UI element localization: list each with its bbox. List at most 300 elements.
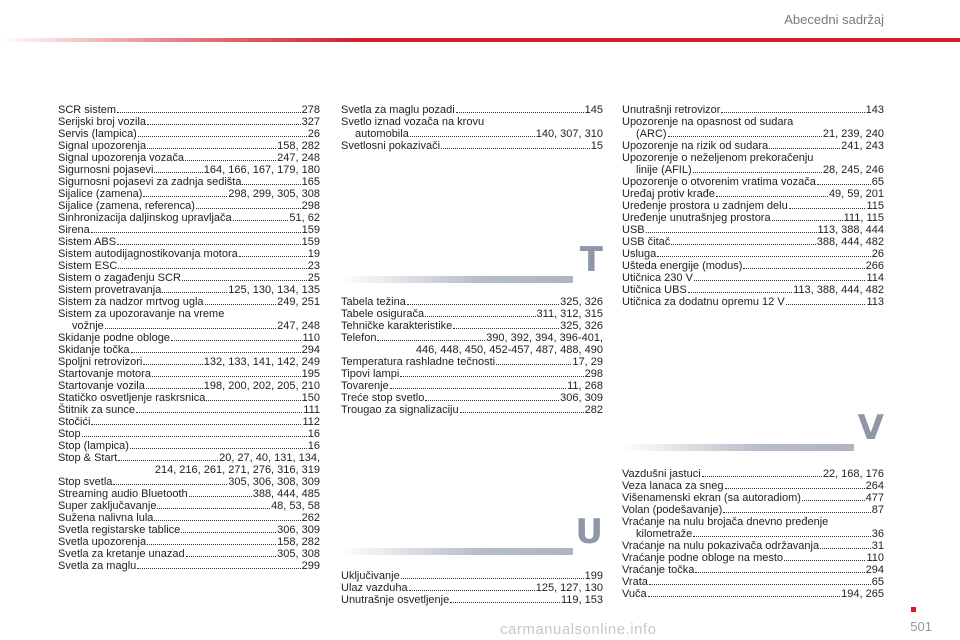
dot-leader bbox=[146, 388, 203, 389]
entry-pages: 26 bbox=[871, 248, 884, 260]
entry-term: Stop & Start bbox=[58, 452, 118, 464]
entry-pages: 26 bbox=[307, 128, 320, 140]
index-entry bbox=[58, 128, 320, 140]
entry-term: Tovarenje bbox=[341, 380, 389, 392]
index-entry bbox=[341, 392, 603, 404]
entry-pages: 112 bbox=[302, 416, 320, 428]
index-entry bbox=[58, 176, 320, 188]
entry-term: Svetla upozorenja bbox=[58, 536, 147, 548]
dot-leader bbox=[441, 148, 590, 149]
dot-leader bbox=[147, 544, 276, 545]
entry-term: Signal upozorenja bbox=[58, 140, 147, 152]
index-entry bbox=[58, 464, 320, 476]
entry-term: USB čitač bbox=[622, 236, 671, 248]
index-entry bbox=[58, 404, 320, 416]
entry-term: Upozorenje na rizik od sudara bbox=[622, 140, 769, 152]
entry-term: Sigurnosni pojasevi bbox=[58, 164, 154, 176]
entry-term: Svetla za maglu pozadi bbox=[341, 104, 455, 116]
index-entry bbox=[341, 308, 603, 320]
entry-pages: 278 bbox=[301, 104, 320, 116]
dot-leader bbox=[648, 596, 841, 597]
entry-pages: 306, 309 bbox=[560, 392, 603, 404]
index-entry bbox=[341, 128, 603, 140]
dot-leader bbox=[117, 244, 301, 245]
entry-term: Utičnica 230 V bbox=[622, 272, 693, 284]
dot-leader bbox=[456, 112, 584, 113]
letter-t: T bbox=[579, 240, 603, 280]
entry-term: Treće stop svetlo bbox=[341, 392, 425, 404]
entry-term: kilometraže bbox=[636, 528, 693, 540]
entry-term: vožnje bbox=[72, 320, 104, 332]
dot-leader bbox=[113, 484, 227, 485]
entry-pages: 158, 282 bbox=[277, 140, 320, 152]
index-entry bbox=[58, 380, 320, 392]
index-entry bbox=[622, 140, 884, 152]
entry-term: Svetlo iznad vozača na krovu bbox=[341, 116, 485, 128]
index-entry bbox=[58, 200, 320, 212]
index-entry bbox=[341, 404, 603, 416]
entry-term: Upozorenje o otvorenim vratima vozača bbox=[622, 176, 816, 188]
entry-term: Stop (lampica) bbox=[58, 440, 129, 452]
entry-term: Telefon bbox=[341, 332, 377, 344]
dot-leader bbox=[130, 448, 307, 449]
index-group-u-cont bbox=[622, 104, 884, 308]
index-entry bbox=[341, 320, 603, 332]
dot-leader bbox=[117, 112, 301, 113]
index-entry bbox=[58, 512, 320, 524]
dot-leader bbox=[82, 436, 307, 437]
dot-leader bbox=[143, 196, 227, 197]
entry-pages: 165 bbox=[301, 176, 320, 188]
index-entry bbox=[58, 104, 320, 116]
entry-pages: 110 bbox=[866, 552, 884, 564]
entry-term: Svetla registarske tablice bbox=[58, 524, 181, 536]
index-entry bbox=[622, 236, 884, 248]
letter-divider-u bbox=[341, 512, 603, 576]
entry-pages: 298, 299, 305, 308 bbox=[228, 188, 320, 200]
entry-pages: 388, 444, 482 bbox=[816, 236, 884, 248]
dot-leader bbox=[171, 340, 302, 341]
entry-pages: 264 bbox=[865, 480, 884, 492]
index-entry bbox=[341, 332, 603, 344]
entry-pages: 241, 243 bbox=[841, 140, 884, 152]
index-entry bbox=[58, 308, 320, 320]
entry-pages: 110 bbox=[302, 332, 320, 344]
index-entry bbox=[622, 576, 884, 588]
entry-pages: 115 bbox=[866, 200, 884, 212]
entry-pages: 388, 444, 485 bbox=[252, 488, 320, 500]
entry-pages: 21, 239, 240 bbox=[822, 128, 884, 140]
index-entry bbox=[341, 116, 603, 128]
index-entry bbox=[622, 588, 884, 600]
dot-leader bbox=[460, 412, 584, 413]
entry-term: Streaming audio Bluetooth bbox=[58, 488, 188, 500]
entry-term: Usluga bbox=[622, 248, 657, 260]
dot-leader bbox=[772, 220, 843, 221]
entry-pages: 247, 248 bbox=[277, 320, 320, 332]
dot-leader bbox=[657, 256, 871, 257]
entry-pages: 143 bbox=[865, 104, 884, 116]
entry-pages: 164, 166, 167, 179, 180 bbox=[203, 164, 320, 176]
index-entry bbox=[58, 344, 320, 356]
dot-leader bbox=[239, 256, 307, 257]
dot-leader bbox=[453, 328, 559, 329]
dot-leader bbox=[496, 364, 571, 365]
dot-leader bbox=[152, 376, 301, 377]
entry-term: Startovanje vozila bbox=[58, 380, 145, 392]
dot-leader bbox=[91, 232, 301, 233]
entry-pages: 266 bbox=[865, 260, 884, 272]
index-entry bbox=[341, 594, 603, 606]
index-entry bbox=[58, 212, 320, 224]
entry-term: Tipovi lampi bbox=[341, 368, 400, 380]
dot-leader bbox=[143, 364, 202, 365]
entry-term: Vraćanje podne obloge na mesto bbox=[622, 552, 784, 564]
entry-term: Super zaključavanje bbox=[58, 500, 157, 512]
entry-term: Skidanje točka bbox=[58, 344, 130, 356]
index-entry bbox=[622, 492, 884, 504]
entry-term: Uređenje prostora u zadnjem delu bbox=[622, 200, 788, 212]
entry-term: Vazdušni jastuci bbox=[622, 468, 701, 480]
index-entry bbox=[622, 468, 884, 480]
index-entry bbox=[622, 516, 884, 528]
index-entry bbox=[341, 140, 603, 152]
entry-term: Sužena nalivna lula bbox=[58, 512, 154, 524]
page-marker bbox=[911, 607, 916, 612]
entry-pages: 262 bbox=[301, 512, 320, 524]
entry-pages: 198, 200, 202, 205, 210 bbox=[203, 380, 320, 392]
entry-term: Sistem za nadzor mrtvog ugla bbox=[58, 296, 204, 308]
index-entry bbox=[58, 428, 320, 440]
dot-leader bbox=[205, 304, 277, 305]
letter-v: V bbox=[857, 408, 884, 448]
entry-term: Sigurnosni pojasevi za zadnja sedišta bbox=[58, 176, 242, 188]
letter-divider-v bbox=[622, 408, 884, 472]
entry-term: Uređenje unutrašnjeg prostora bbox=[622, 212, 771, 224]
dot-leader bbox=[702, 476, 822, 477]
index-entry bbox=[58, 152, 320, 164]
entry-pages: 305, 306, 308, 309 bbox=[228, 476, 320, 488]
dot-leader bbox=[157, 508, 270, 509]
entry-pages: 298 bbox=[301, 200, 320, 212]
index-entry bbox=[622, 176, 884, 188]
index-entry bbox=[341, 104, 603, 116]
entry-term: Startovanje motora bbox=[58, 368, 151, 380]
index-entry bbox=[58, 272, 320, 284]
dot-leader bbox=[407, 304, 559, 305]
dot-leader bbox=[784, 560, 865, 561]
entry-pages: 249, 251 bbox=[277, 296, 320, 308]
index-entry bbox=[58, 188, 320, 200]
index-entry bbox=[58, 164, 320, 176]
index-entry bbox=[622, 212, 884, 224]
index-entry bbox=[622, 504, 884, 516]
entry-term: Serijski broj vozila bbox=[58, 116, 147, 128]
index-entry bbox=[622, 272, 884, 284]
dot-leader bbox=[425, 400, 559, 401]
dot-leader bbox=[162, 292, 227, 293]
entry-pages: 11, 268 bbox=[567, 380, 603, 392]
entry-pages: 28, 245, 246 bbox=[822, 164, 884, 176]
entry-pages: 247, 248 bbox=[277, 152, 320, 164]
entry-pages: 111 bbox=[303, 404, 320, 416]
entry-term: Ulaz vazduha bbox=[341, 582, 408, 594]
index-entry bbox=[58, 332, 320, 344]
index-entry bbox=[622, 164, 884, 176]
entry-pages: 325, 326 bbox=[560, 320, 603, 332]
index-entry bbox=[58, 224, 320, 236]
entry-term: Vraćanje na nulu brojača dnevno pređenje bbox=[622, 516, 829, 528]
entry-term: (ARC) bbox=[636, 128, 667, 140]
entry-pages: 65 bbox=[871, 576, 884, 588]
dot-leader bbox=[181, 532, 276, 533]
dot-leader bbox=[802, 500, 865, 501]
dot-leader bbox=[189, 496, 252, 497]
index-entry bbox=[622, 152, 884, 164]
dot-leader bbox=[131, 352, 301, 353]
entry-term: Svetla za kretanje unazad bbox=[58, 548, 185, 560]
index-entry bbox=[58, 476, 320, 488]
dot-leader bbox=[137, 568, 300, 569]
index-entry bbox=[58, 536, 320, 548]
entry-term: Trougao za signalizaciju bbox=[341, 404, 459, 416]
entry-pages: 298 bbox=[584, 368, 603, 380]
dot-leader bbox=[154, 520, 300, 521]
entry-pages: 477 bbox=[865, 492, 884, 504]
dot-leader bbox=[425, 316, 535, 317]
entry-pages: 311, 312, 315 bbox=[536, 308, 603, 320]
dot-leader bbox=[233, 220, 289, 221]
dot-leader bbox=[668, 136, 822, 137]
entry-term: Sistem autodijagnostikovanja motora bbox=[58, 248, 238, 260]
entry-term: Uređaj protiv krađe bbox=[622, 188, 715, 200]
entry-term: Sinhronizacija daljinskog upravljača bbox=[58, 212, 232, 224]
entry-pages: 65 bbox=[871, 176, 884, 188]
dot-leader bbox=[688, 292, 792, 293]
entry-term: Uključivanje bbox=[341, 570, 400, 582]
dot-leader bbox=[649, 584, 871, 585]
index-entry bbox=[622, 540, 884, 552]
dot-leader bbox=[242, 184, 300, 185]
entry-pages: 214, 216, 261, 271, 276, 316, 319 bbox=[154, 464, 320, 476]
index-entry bbox=[58, 296, 320, 308]
dot-leader bbox=[154, 172, 202, 173]
index-entry bbox=[58, 548, 320, 560]
index-entry bbox=[58, 260, 320, 272]
entry-pages: 325, 326 bbox=[560, 296, 603, 308]
entry-term: Svetla za maglu bbox=[58, 560, 137, 572]
index-entry bbox=[58, 452, 320, 464]
entry-term: Unutrašnji retrovizor bbox=[622, 104, 721, 116]
index-entry bbox=[58, 416, 320, 428]
index-entry bbox=[58, 392, 320, 404]
entry-term: Skidanje podne obloge bbox=[58, 332, 170, 344]
index-entry bbox=[58, 140, 320, 152]
entry-term: Sijalice (zamena, referenca) bbox=[58, 200, 195, 212]
dot-leader bbox=[185, 160, 276, 161]
dot-leader bbox=[105, 328, 276, 329]
entry-term: Signal upozorenja vozača bbox=[58, 152, 184, 164]
entry-pages: 125, 127, 130 bbox=[535, 582, 603, 594]
entry-pages: 282 bbox=[584, 404, 603, 416]
dot-leader bbox=[147, 148, 276, 149]
entry-pages: 113 bbox=[866, 296, 884, 308]
entry-pages: 22, 168, 176 bbox=[822, 468, 884, 480]
index-entry bbox=[622, 224, 884, 236]
dot-leader bbox=[693, 536, 871, 537]
entry-term: Vraćanje na nulu pokazivača održavanja bbox=[622, 540, 820, 552]
entry-term: automobila bbox=[355, 128, 409, 140]
index-entry bbox=[58, 236, 320, 248]
entry-pages: 299 bbox=[301, 560, 320, 572]
entry-pages: 51, 62 bbox=[289, 212, 320, 224]
entry-term: Vrata bbox=[622, 576, 648, 588]
entry-pages: 36 bbox=[871, 528, 884, 540]
entry-pages: 294 bbox=[301, 344, 320, 356]
entry-term: Štitnik za sunce bbox=[58, 404, 136, 416]
index-entry bbox=[622, 552, 884, 564]
index-entry bbox=[58, 368, 320, 380]
index-entry bbox=[341, 380, 603, 392]
page-number: 501 bbox=[910, 619, 932, 634]
entry-term: Stop svetla bbox=[58, 476, 113, 488]
index-entry bbox=[58, 440, 320, 452]
entry-term: Sijalice (zamena) bbox=[58, 188, 143, 200]
entry-term: Vraćanje točka bbox=[622, 564, 695, 576]
entry-term: Utičnica UBS bbox=[622, 284, 687, 296]
index-entry bbox=[58, 284, 320, 296]
index-entry bbox=[58, 524, 320, 536]
entry-pages: 125, 130, 134, 135 bbox=[228, 284, 320, 296]
entry-term: Tabele osigurača bbox=[341, 308, 425, 320]
dot-leader bbox=[206, 400, 300, 401]
dot-leader bbox=[786, 304, 866, 305]
dot-leader bbox=[646, 232, 817, 233]
dot-leader bbox=[196, 208, 301, 209]
entry-term: Utičnica za dodatnu opremu 12 V bbox=[622, 296, 785, 308]
entry-term: linije (AFIL) bbox=[636, 164, 692, 176]
entry-pages: 390, 392, 394, 396-401, bbox=[486, 332, 603, 344]
entry-term: Sistem ABS bbox=[58, 236, 117, 248]
dot-leader bbox=[694, 280, 866, 281]
entry-term: Ušteda energije (modus) bbox=[622, 260, 743, 272]
watermark-text: carmanualsonline.info bbox=[500, 621, 657, 638]
dot-leader bbox=[410, 136, 535, 137]
dot-leader bbox=[91, 424, 301, 425]
entry-pages: 23 bbox=[307, 260, 320, 272]
entry-pages: 306, 309 bbox=[277, 524, 320, 536]
index-entry bbox=[341, 356, 603, 368]
entry-pages: 294 bbox=[865, 564, 884, 576]
index-entry bbox=[622, 200, 884, 212]
entry-pages: 145 bbox=[584, 104, 603, 116]
entry-pages: 111, 115 bbox=[843, 212, 884, 224]
entry-term: SCR sistem bbox=[58, 104, 117, 116]
entry-term: Tabela težina bbox=[341, 296, 406, 308]
index-entry bbox=[622, 528, 884, 540]
entry-term: Stop bbox=[58, 428, 81, 440]
entry-term: Višenamenski ekran (sa autoradiom) bbox=[622, 492, 801, 504]
dot-leader bbox=[182, 280, 307, 281]
index-entry bbox=[622, 248, 884, 260]
dot-leader bbox=[409, 590, 535, 591]
index-group-u bbox=[341, 570, 603, 606]
entry-pages: 446, 448, 450, 452-457, 487, 488, 490 bbox=[415, 344, 603, 356]
entry-pages: 17, 29 bbox=[572, 356, 603, 368]
index-entry bbox=[622, 128, 884, 140]
index-entry bbox=[58, 320, 320, 332]
dot-leader bbox=[769, 148, 840, 149]
dot-leader bbox=[693, 172, 822, 173]
index-entry bbox=[622, 480, 884, 492]
entry-pages: 140, 307, 310 bbox=[535, 128, 603, 140]
index-entry bbox=[58, 488, 320, 500]
entry-pages: 16 bbox=[307, 428, 320, 440]
index-entry bbox=[622, 260, 884, 272]
dot-leader bbox=[721, 112, 864, 113]
entry-pages: 49, 59, 201 bbox=[828, 188, 884, 200]
dot-leader bbox=[716, 196, 828, 197]
entry-pages: 194, 265 bbox=[841, 588, 884, 600]
index-entry bbox=[622, 104, 884, 116]
entry-pages: 15 bbox=[590, 140, 603, 152]
index-entry bbox=[341, 582, 603, 594]
entry-term: Svetlosni pokazivači bbox=[341, 140, 441, 152]
dot-leader bbox=[136, 412, 302, 413]
index-entry bbox=[622, 296, 884, 308]
index-group-s bbox=[341, 104, 603, 152]
dot-leader bbox=[723, 512, 870, 513]
entry-term: Veza lanaca za sneg bbox=[622, 480, 724, 492]
entry-pages: 114 bbox=[866, 272, 884, 284]
index-group-v bbox=[622, 468, 884, 600]
entry-pages: 132, 133, 141, 142, 249 bbox=[203, 356, 320, 368]
entry-term: Sirena bbox=[58, 224, 90, 236]
dot-leader bbox=[118, 460, 218, 461]
dot-leader bbox=[400, 376, 583, 377]
index-entry bbox=[58, 500, 320, 512]
index-entry bbox=[58, 248, 320, 260]
dot-leader bbox=[390, 388, 566, 389]
dot-leader bbox=[789, 208, 866, 209]
dot-leader bbox=[377, 340, 485, 341]
entry-term: Vuča bbox=[622, 588, 647, 600]
entry-pages: 20, 27, 40, 131, 134, bbox=[219, 452, 320, 464]
index-column-1 bbox=[58, 104, 320, 572]
entry-term: Sistem provetravanja bbox=[58, 284, 162, 296]
entry-term: Volan (podešavanje) bbox=[622, 504, 723, 516]
dot-leader bbox=[671, 244, 815, 245]
section-title: Abecedni sadržaj bbox=[784, 12, 884, 27]
index-entry bbox=[622, 188, 884, 200]
entry-pages: 16 bbox=[307, 440, 320, 452]
entry-pages: 31 bbox=[871, 540, 884, 552]
entry-term: Statičko osvetljenje raskrsnica bbox=[58, 392, 206, 404]
entry-pages: 113, 388, 444, 482 bbox=[793, 284, 884, 296]
entry-pages: 327 bbox=[301, 116, 320, 128]
index-entry bbox=[58, 116, 320, 128]
index-entry bbox=[341, 296, 603, 308]
dot-leader bbox=[743, 268, 864, 269]
index-entry bbox=[341, 368, 603, 380]
index-column-2 bbox=[341, 104, 603, 606]
entry-term: Tehničke karakteristike bbox=[341, 320, 453, 332]
index-group-t bbox=[341, 296, 603, 416]
entry-pages: 199 bbox=[584, 570, 603, 582]
dot-leader bbox=[147, 124, 301, 125]
entry-term: Upozorenje na opasnost od sudara bbox=[622, 116, 794, 128]
dot-leader bbox=[186, 556, 277, 557]
